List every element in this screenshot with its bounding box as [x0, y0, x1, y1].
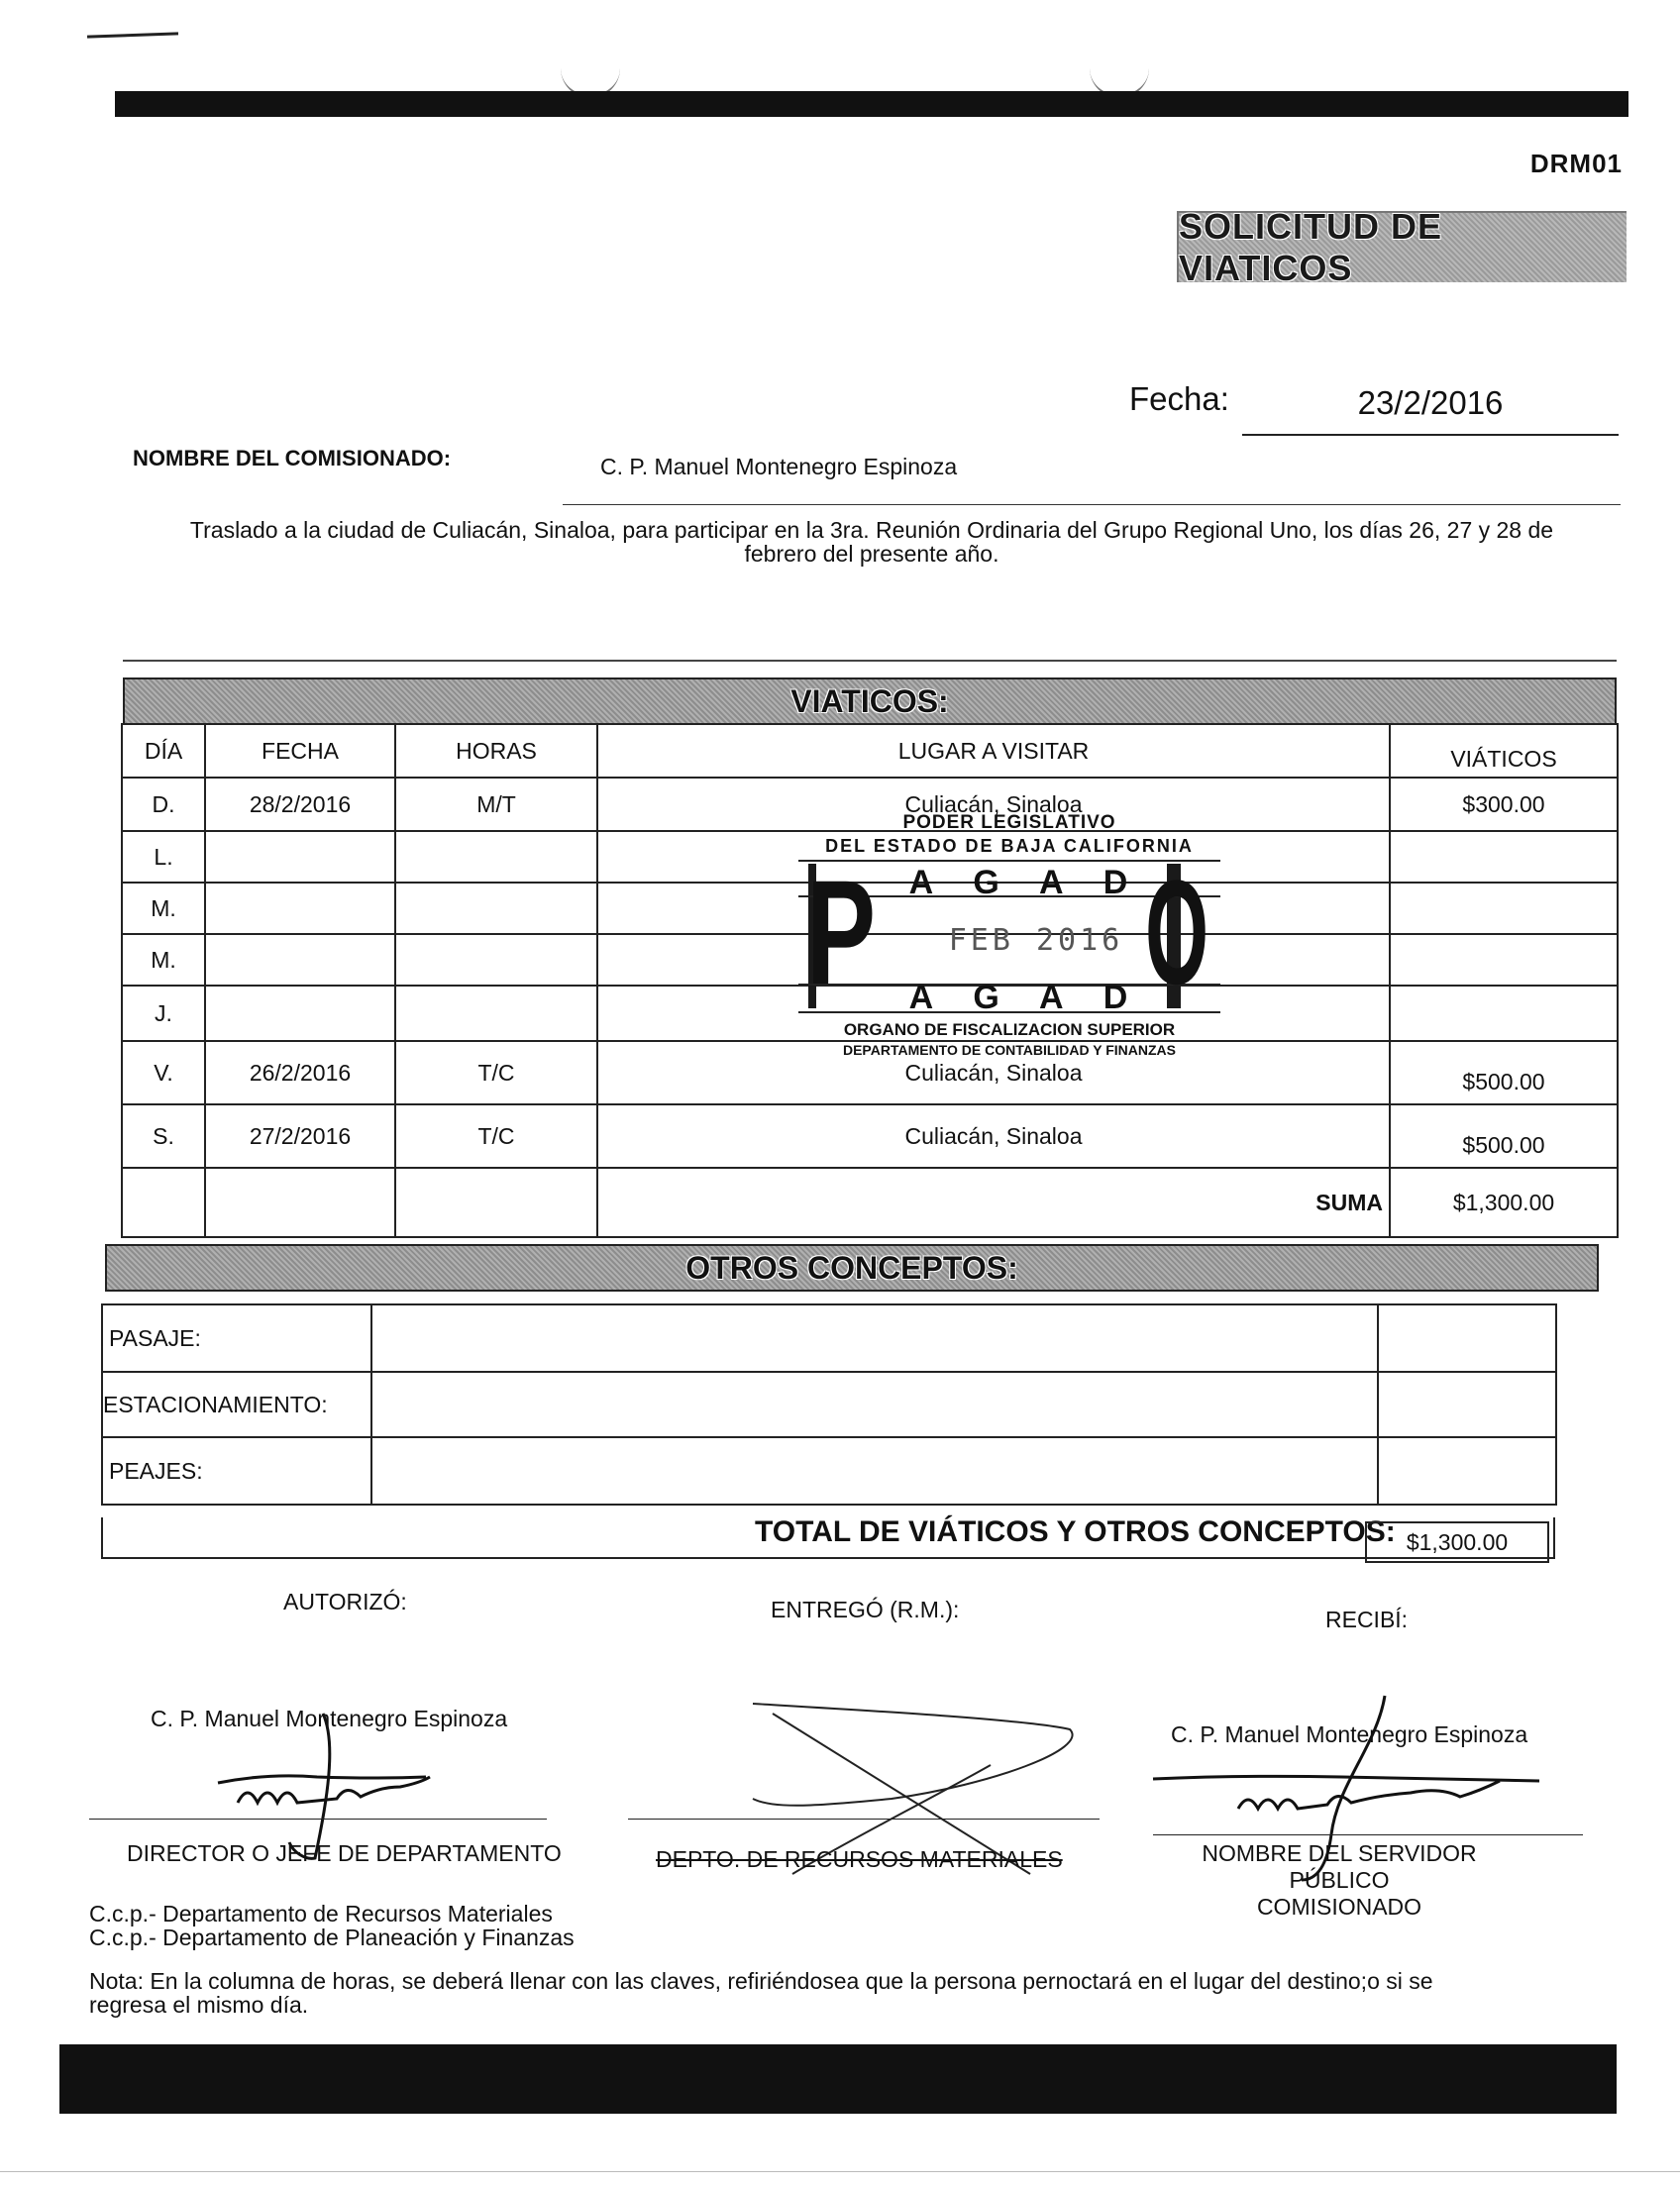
signature-line: [628, 1819, 1100, 1820]
table-row: [102, 1304, 1556, 1372]
page-edge: [0, 2171, 1680, 2172]
descripcion-line: Traslado a la ciudad de Culiacán, Sinaloa, para participar en la 3ra. Reunión Ordinaria del Grupo Regional Uno, los días 26, 27 y 28 de: [189, 517, 1554, 543]
suma-label: SUMA: [597, 1168, 1390, 1237]
stamp-line2: DEL ESTADO DE BAJA CALIFORNIA: [825, 836, 1194, 856]
col-header-viaticos: VIÁTICOS: [1390, 724, 1618, 778]
nombre-underline: [563, 504, 1621, 505]
stamp-spaced-bottom: A G A D: [908, 979, 1144, 1016]
otros-heading-bar: [105, 1244, 1599, 1292]
cell-fecha: [205, 986, 395, 1041]
otros-table: [101, 1303, 1557, 1506]
form-title-box: [1177, 206, 1627, 288]
table-header-row: [122, 724, 1618, 778]
form-title: SOLICITUD DE VIATICOS: [1179, 206, 1443, 288]
entrego-role: DEPTO. DE RECURSOS MATERIALES: [656, 1846, 1063, 1872]
cell-horas: [395, 934, 597, 986]
ccp-line: C.c.p.- Departamento de Recursos Materiales: [89, 1901, 553, 1927]
header-bar: [115, 91, 1628, 117]
cell-dia: L.: [122, 831, 205, 883]
cell-monto: [1390, 986, 1618, 1041]
col-header-dia: DÍA: [122, 724, 205, 778]
cell-monto: [1390, 883, 1618, 934]
signature-line: [1153, 1834, 1583, 1835]
cell-empty: [371, 1372, 1378, 1437]
table-row: [122, 1104, 1618, 1168]
cell-fecha: [205, 934, 395, 986]
otros-value: [1378, 1304, 1556, 1372]
col-header-fecha: FECHA: [205, 724, 395, 778]
ccp-list: [89, 1902, 575, 1949]
cell-dia: D.: [122, 778, 205, 831]
cell-fecha: 26/2/2016: [205, 1041, 395, 1104]
total-label: TOTAL DE VIÁTICOS Y OTROS CONCEPTOS:: [755, 1515, 1396, 1548]
otros-label: PEAJES:: [102, 1437, 371, 1505]
footer-bar: [59, 2044, 1617, 2114]
cell-lugar: Culiacán, Sinaloa: [597, 1104, 1390, 1168]
stamp-line3: ORGANO DE FISCALIZACION SUPERIOR: [843, 1020, 1176, 1039]
descripcion: [149, 518, 1595, 566]
cell-fecha: 27/2/2016: [205, 1104, 395, 1168]
otros-value: [1378, 1372, 1556, 1437]
stamp-big-letter: O: [1145, 849, 1209, 1015]
cell-horas: T/C: [395, 1041, 597, 1104]
cell-dia: M.: [122, 934, 205, 986]
form-code: DRM01: [1529, 149, 1623, 178]
cell-empty: [205, 1168, 395, 1237]
nota-line: Nota: En la columna de horas, se deberá llenar con las claves, refiriéndosea que la persona pernoctará en el lugar del destino;o si se: [89, 1968, 1433, 1994]
suma-row: [122, 1168, 1618, 1237]
divider: [123, 660, 1617, 662]
stamp-spaced-top: A G A D: [908, 864, 1144, 901]
cell-fecha: [205, 831, 395, 883]
cell-monto: $500.00: [1390, 1041, 1618, 1104]
viaticos-heading: VIATICOS:: [790, 682, 949, 719]
cell-monto: $500.00: [1390, 1104, 1618, 1168]
cell-empty: [122, 1168, 205, 1237]
recibi-role-line: COMISIONADO: [1256, 1894, 1422, 1920]
signature-line: [89, 1819, 547, 1820]
autorizo-label: AUTORIZÓ:: [283, 1589, 407, 1614]
stamp-big-letter: P: [806, 849, 877, 1015]
table-row: [102, 1372, 1556, 1437]
entrego-label: ENTREGÓ (R.M.):: [771, 1597, 960, 1622]
cell-dia: J.: [122, 986, 205, 1041]
cell-dia: V.: [122, 1041, 205, 1104]
autorizo-name: C. P. Manuel Montenegro Espinoza: [151, 1706, 508, 1731]
cell-horas: M/T: [395, 778, 597, 831]
cell-lugar: Culiacán, Sinaloa: [597, 1041, 1390, 1104]
recibi-role-line: NOMBRE DEL SERVIDOR PÚBLICO: [1202, 1840, 1477, 1893]
cell-empty: [371, 1437, 1378, 1505]
total-value: $1,300.00: [1365, 1521, 1549, 1563]
cell-fecha: [205, 883, 395, 934]
recibi-role: [1169, 1840, 1510, 1921]
col-header-horas: HORAS: [395, 724, 597, 778]
cell-monto: $300.00: [1390, 778, 1618, 831]
cell-monto: [1390, 831, 1618, 883]
recibi-name: C. P. Manuel Montenegro Espinoza: [1171, 1721, 1528, 1747]
fecha-label: Fecha:: [1129, 380, 1229, 417]
cell-dia: M.: [122, 883, 205, 934]
otros-label: PASAJE:: [102, 1304, 371, 1372]
suma-value: $1,300.00: [1390, 1168, 1618, 1237]
cell-horas: T/C: [395, 1104, 597, 1168]
table-row: [102, 1437, 1556, 1505]
autorizo-role: DIRECTOR O JEFE DE DEPARTAMENTO: [127, 1840, 562, 1866]
nota: [89, 1969, 1595, 2017]
otros-heading: OTROS CONCEPTOS:: [685, 1249, 1018, 1286]
fecha-value: 23/2/2016: [1242, 384, 1619, 436]
otros-label: ESTACIONAMIENTO:: [102, 1372, 371, 1437]
cell-fecha: 28/2/2016: [205, 778, 395, 831]
descripcion-line: febrero del presente año.: [744, 541, 999, 567]
cell-horas: [395, 986, 597, 1041]
signature-left: [178, 1684, 515, 1862]
nombre-label: NOMBRE DEL COMISIONADO:: [133, 446, 452, 470]
otros-value: [1378, 1437, 1556, 1505]
viaticos-heading-bar: [123, 677, 1617, 725]
nota-line: regresa el mismo día.: [89, 1992, 309, 2018]
ccp-line: C.c.p.- Departamento de Planeación y Finanzas: [89, 1925, 575, 1950]
cell-horas: [395, 831, 597, 883]
stamp-line1: PODER LEGISLATIVO: [902, 812, 1116, 833]
stamp-line4: DEPARTAMENTO DE CONTABILIDAD Y FINANZAS: [842, 1042, 1176, 1058]
col-header-lugar: LUGAR A VISITAR: [597, 724, 1390, 778]
cell-empty: [395, 1168, 597, 1237]
cell-horas: [395, 883, 597, 934]
scan-mark: [87, 32, 178, 38]
cell-monto: [1390, 934, 1618, 986]
nombre-value: C. P. Manuel Montenegro Espinoza: [600, 454, 958, 479]
cell-dia: S.: [122, 1104, 205, 1168]
cell-lugar: Culiacán, Sinaloa: [597, 778, 1390, 831]
cell-empty: [371, 1304, 1378, 1372]
stamp-date: FEB 2016: [948, 923, 1124, 958]
pagado-stamp: [798, 812, 1220, 1058]
recibi-label: RECIBÍ:: [1325, 1607, 1409, 1632]
